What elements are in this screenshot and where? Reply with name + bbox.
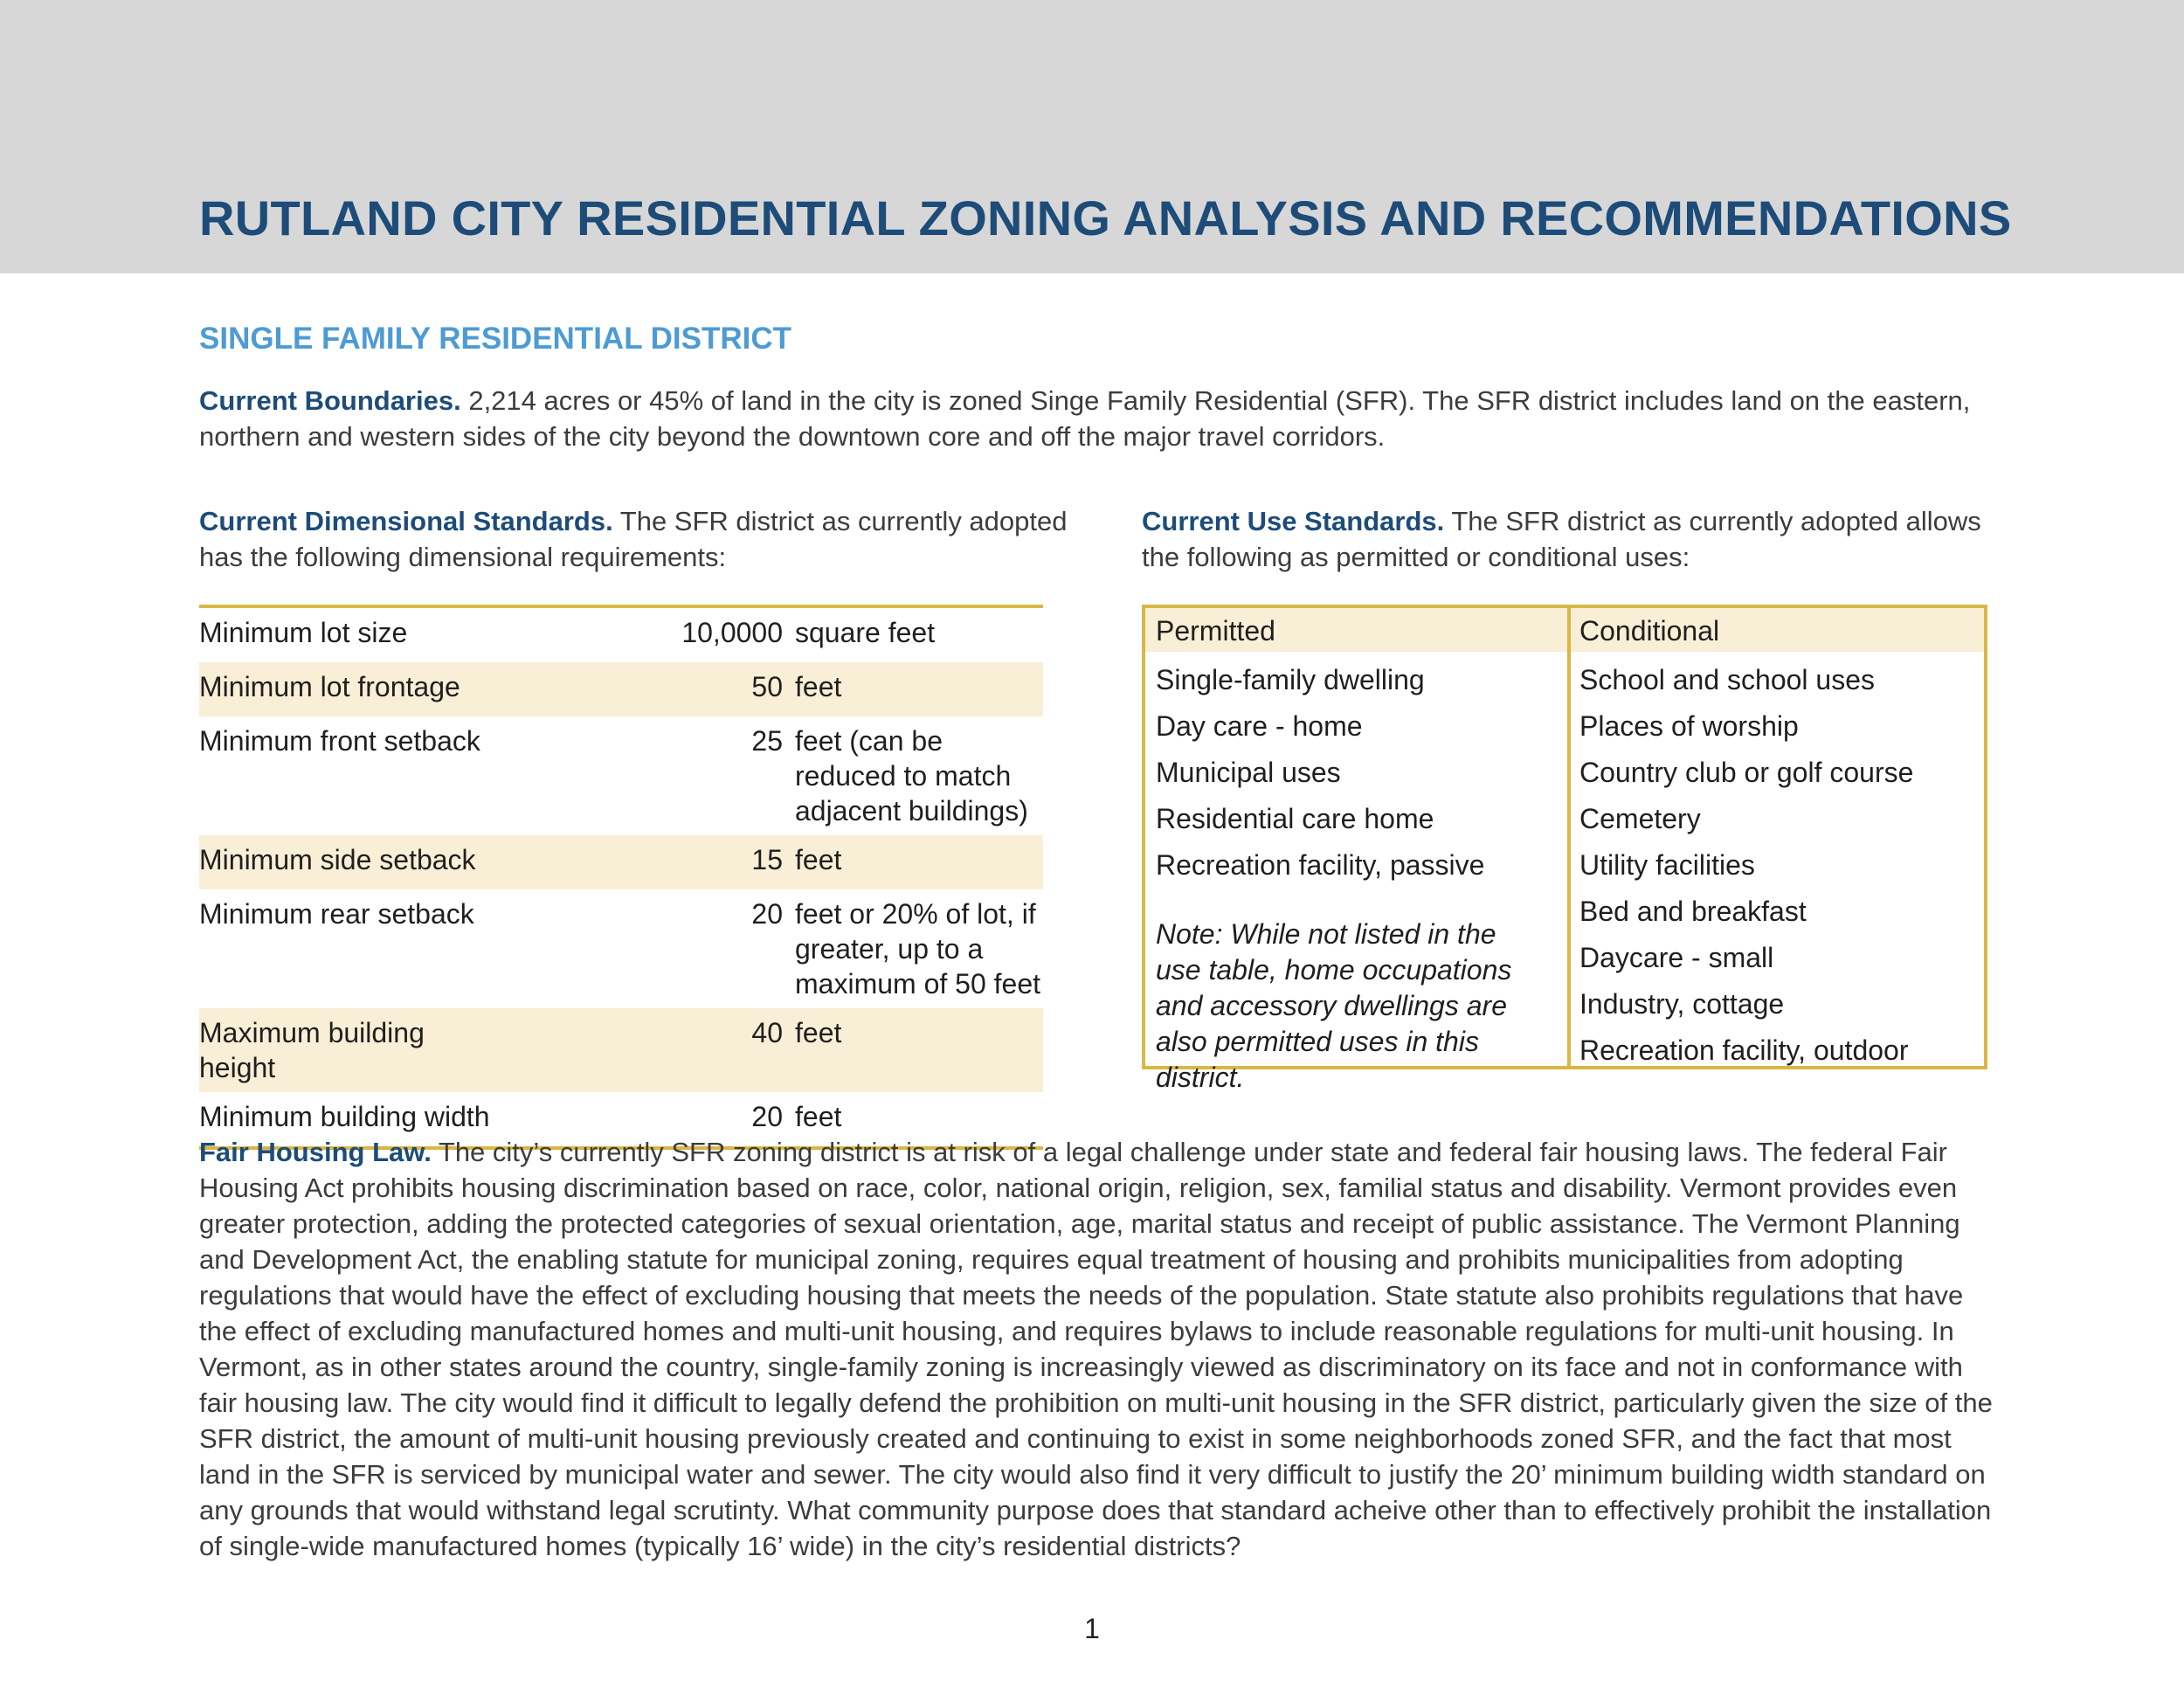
row-label: Minimum building width [199,1101,490,1132]
section-heading: SINGLE FAMILY RESIDENTIAL DISTRICT [199,322,792,356]
permitted-use: Single-family dwelling [1156,664,1425,695]
paragraph-lead: Current Dimensional Standards. [199,506,613,536]
permitted-use: Residential care home [1156,803,1434,834]
permitted-uses-note: Note: While not listed in the use table, home occupations and accessory dwellings are also permitted uses in this district. [1156,918,1512,1093]
table-row [199,835,1043,889]
conditional-use: Bed and breakfast [1579,896,1807,927]
row-value: 25 [751,725,783,757]
dimensional-standards-intro [199,503,1073,575]
conditional-use: Recreation facility, outdoor [1579,1034,1909,1066]
row-label: Minimum front setback [199,725,480,757]
row-value: 20 [751,1101,783,1132]
row-unit: feet [795,671,842,702]
use-standards-intro [1142,503,2015,575]
paragraph-text: The city’s currently SFR zoning district is at risk of a legal challenge under state and federal fair housing laws. The federal Fair Housing Act prohibits housing discrimination based on race, color, national origin, religion, sex, familial status and disability. Vermont provides even greater protection, adding the protected categories of sexual orientation, age, marital status and receipt of public assistance. The Vermont Planning and Development Act, the enabling statute for municipal zoning, requires equal treatment of housing and prohibits municipalities from adopting regulations that would have the effect of excluding housing that meets the needs of the population. State statute also prohibits regulations that have the effect of excluding manufactured homes and multi-unit housing, and requires bylaws to include reasonable regulations for multi-unit housing. In Vermont, as in other states around the country, single-family zoning is increasingly viewed as discriminatory on its face and not in conformance with fair housing law. The city would find it difficult to legally defend the prohibition on multi-unit housing in the SFR district, particularly given the size of the SFR district, the amount of multi-unit housing previously created and continuing to exist in some neighborhoods zoned SFR, and the fact that most land in the SFR is serviced by municipal water and sewer. The city would also find it very difficult to justify the 20’ minimum building width standard on any grounds that would withstand legal scrutinty. What community purpose does that standard acheive other than to effectively prohibit the installation of single-wide manufactured homes (typically 16’ wide) in the city’s residential districts? [199,1137,1993,1561]
conditional-use: Country club or golf course [1579,757,1914,788]
page-number: 1 [1084,1613,1100,1644]
conditional-use: School and school uses [1579,664,1875,695]
paragraph-lead: Fair Housing Law. [199,1137,432,1167]
use-standards-table [1142,605,1987,1093]
row-label: Minimum side setback [199,844,476,875]
row-label: Minimum lot size [199,617,408,648]
row-unit: feet [795,1101,842,1132]
row-value: 10,0000 [681,617,783,648]
conditional-use: Cemetery [1579,803,1701,834]
row-unit: feet [795,844,842,875]
row-unit: feet (can be reduced to match adjacent buildings) [795,725,1028,827]
permitted-use: Day care - home [1156,710,1363,742]
row-value: 15 [751,844,783,875]
dimensional-standards-table [199,605,1043,1150]
paragraph-text: 2,214 acres or 45% of land in the city is zoned Singe Family Residential (SFR). The SFR district includes land on the eastern, northern and western sides of the city beyond the downtown core and off the major travel corridors. [199,385,1971,452]
conditional-use: Daycare - small [1579,942,1774,973]
paragraph-text: The SFR district as currently adopted allows the following as permitted or conditional uses: [1142,506,1981,572]
row-label: Minimum lot frontage [199,671,460,702]
row-value: 50 [751,671,783,702]
conditional-use: Places of worship [1579,710,1799,742]
permitted-column [1156,657,1558,1096]
fair-housing-paragraph [199,1134,2008,1564]
conditional-use: Industry, cottage [1579,988,1785,1020]
column-divider [1567,608,1571,1066]
table-row [199,662,1043,716]
row-unit: feet or 20% of lot, if greater, up to a maximum of 50 feet [795,898,1040,1000]
paragraph-text: The SFR district as currently adopted has the following dimensional requirements: [199,506,1068,572]
row-label: Minimum rear setback [199,898,474,930]
table-row [199,716,1043,835]
conditional-header: Conditional [1579,615,1720,647]
table-row [199,608,1043,662]
permitted-use: Recreation facility, passive [1156,849,1485,881]
row-value: 20 [751,898,783,930]
conditional-column [1579,657,1981,1074]
document-title: RUTLAND CITY RESIDENTIAL ZONING ANALYSIS AND RECOMMENDATIONS [199,190,2012,246]
row-label: Maximum building height [199,1017,425,1083]
permitted-use: Municipal uses [1156,757,1341,788]
table-header-row [1145,608,1984,652]
table-row [199,889,1043,1008]
table-row [199,1008,1043,1092]
current-boundaries-paragraph [199,383,1981,454]
conditional-use: Utility facilities [1579,849,1755,881]
row-unit: feet [795,1017,842,1048]
paragraph-lead: Current Boundaries. [199,385,461,416]
row-value: 40 [751,1017,783,1048]
paragraph-lead: Current Use Standards. [1142,506,1445,536]
row-unit: square feet [795,617,936,648]
permitted-header: Permitted [1156,615,1275,647]
